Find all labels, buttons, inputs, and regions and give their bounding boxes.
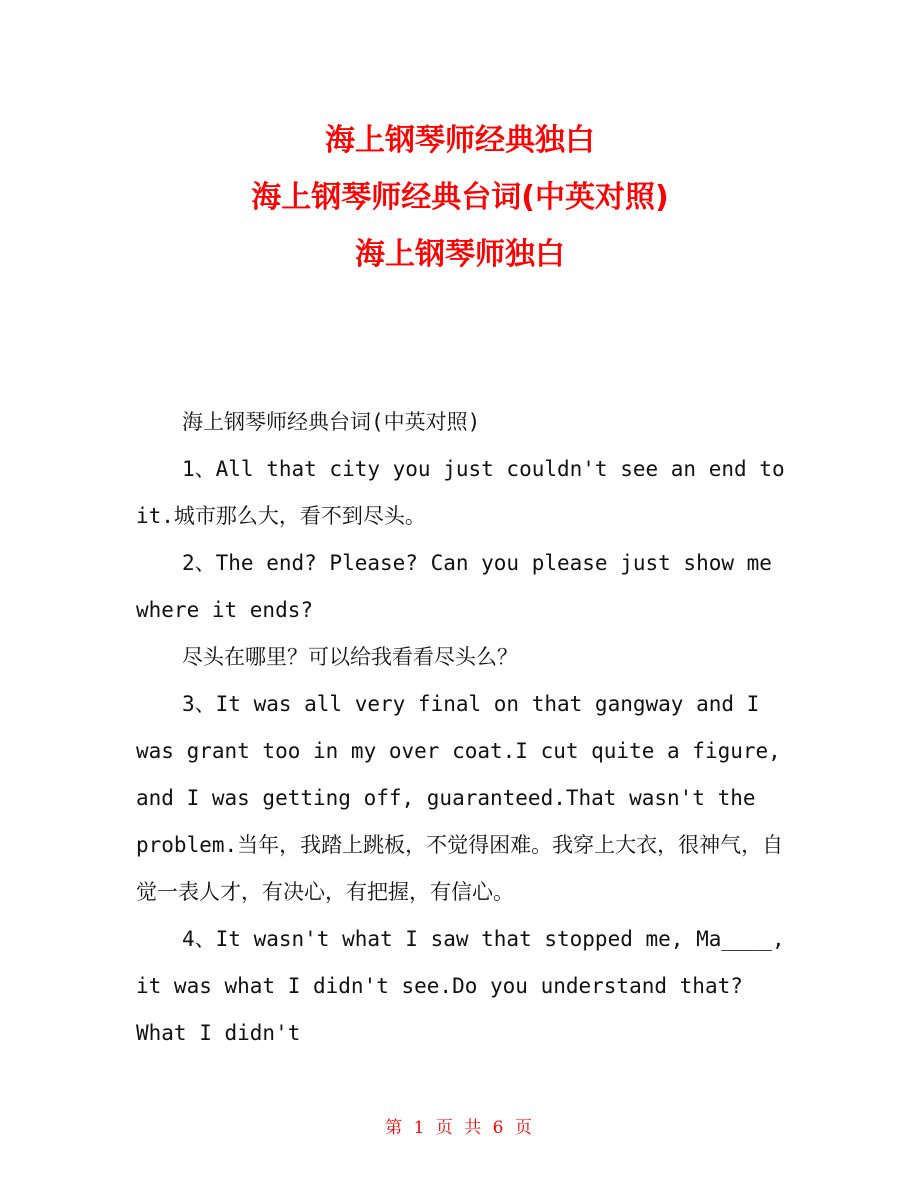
quote-3: 3、It was all very final on that gangway and I was grant too in my over coat.I cut quite a figure, and I was getting off, guaranteed.That wasn't the problem.当年，我踏上跳板，不觉得困难。我穿上大衣，很神气，自觉一表人才，有决心，有把握，有信心。	[136, 692, 784, 904]
title-line-1: 海上钢琴师经典独白	[325, 123, 595, 158]
quote-2: 2、The end? Please? Can you please just show me where it ends?	[136, 551, 772, 622]
document-body	[136, 399, 786, 1057]
quote-1: 1、All that city you just couldn't see an end to it.城市那么大，看不到尽头。	[136, 457, 785, 528]
title-line-2: 海上钢琴师经典台词(中英对照)	[251, 180, 669, 215]
document-title	[0, 112, 920, 283]
page-number: 第 1 页 共 6 页	[385, 1118, 535, 1138]
quote-4: 4、It wasn't what I saw that stopped me, Ma____, it was what I didn't see.Do you understand that? What I didn't	[136, 927, 785, 1045]
section-heading: 海上钢琴师经典台词(中英对照)	[182, 410, 481, 434]
quote-2-translation: 尽头在哪里？可以给我看看尽头么？	[182, 645, 518, 669]
title-line-3: 海上钢琴师独白	[355, 237, 565, 272]
